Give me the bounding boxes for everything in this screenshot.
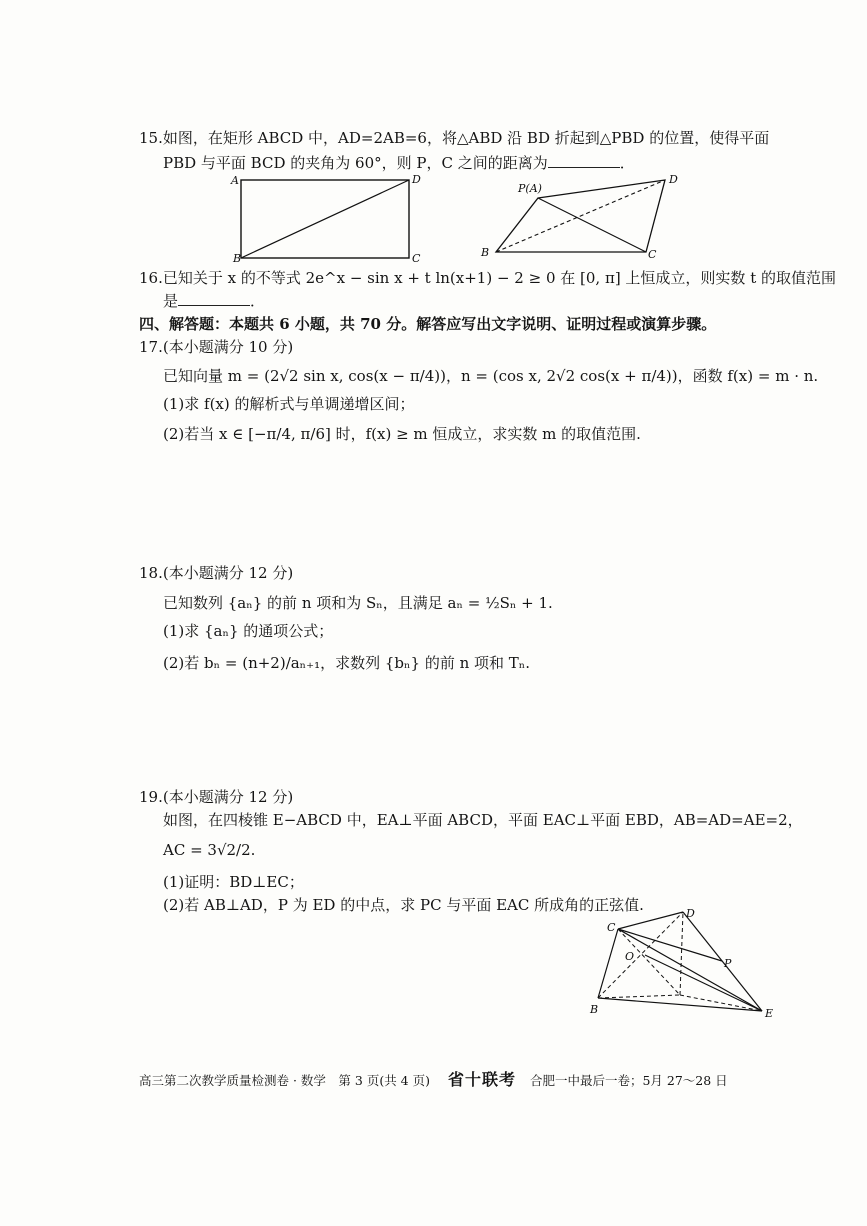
q19-part2: (2)若 AB⊥AD，P 为 ED 的中点，求 PC 与平面 EAC 所成角的正弦值. xyxy=(163,896,644,914)
edge-be xyxy=(598,998,762,1011)
label-c: C xyxy=(412,252,421,264)
q17-part2: (2)若当 x ∈ [−π/4, π/6] 时，f(x) ≥ m 恒成立，求实数 m 的取值范围. xyxy=(163,425,641,443)
q16-text-line1: 已知关于 x 的不等式 2e^x − sin x + t ln(x+1) − 2 ≥ 0 在 [0, π] 上恒成立，则实数 t 的取值范围 xyxy=(162,269,837,287)
segment-pc xyxy=(538,198,646,252)
segment-ab-dashed xyxy=(598,995,680,998)
segment-ad-dashed xyxy=(680,912,683,995)
label-d3: D xyxy=(686,907,695,920)
label-b3: B xyxy=(590,1003,599,1016)
q17-part1: (1)求 f(x) 的解析式与单调递增区间； xyxy=(163,395,415,413)
q17-header: 17.(本小题满分 10 分) xyxy=(139,338,294,356)
q19-pyramid-figure xyxy=(585,905,780,1023)
label-o: O xyxy=(625,950,635,963)
label-a: A xyxy=(231,174,239,187)
q15-text-line2: PBD 与平面 BCD 的夹角为 60°，则 P，C 之间的距离为 xyxy=(163,154,548,172)
segment-ae-dashed xyxy=(680,995,762,1011)
section4-title: 四、解答题：本题共 6 小题，共 70 分。解答应写出文字说明、证明过程或演算步骤。 xyxy=(139,315,717,333)
q19-stem1: 如图，在四棱锥 E−ABCD 中，EA⊥平面 ABCD，平面 EAC⊥平面 EBD，AB=AD=AE=2， xyxy=(163,811,803,829)
q15-text-line1: 如图，在矩形 ABCD 中，AD=2AB=6，将△ABD 沿 BD 折起到△PBD 的位置，使得平面 xyxy=(162,129,770,147)
q15-line1 xyxy=(139,128,769,148)
q15-answer-blank[interactable] xyxy=(548,153,620,168)
q16-number: 16. xyxy=(139,269,163,287)
footer-brand: 省十联考 xyxy=(447,1070,516,1089)
footer-right: 合肥一中最后一卷；5月 27～28 日 xyxy=(529,1073,728,1088)
q18-header: 18.(本小题满分 12 分) xyxy=(139,564,294,582)
q16-line2: 是 ． xyxy=(163,292,266,310)
q15-folded-figure xyxy=(478,170,693,264)
label-d2: D xyxy=(669,173,678,186)
edge-de xyxy=(683,912,762,1011)
q16-line1 xyxy=(139,268,836,288)
q16-answer-blank[interactable] xyxy=(178,291,250,306)
footer xyxy=(139,1071,728,1090)
edge-cd xyxy=(618,912,683,929)
label-c3: C xyxy=(607,921,616,934)
q18-part2: (2)若 bₙ = (n+2)/aₙ₊₁，求数列 {bₙ} 的前 n 项和 Tₙ. xyxy=(163,654,531,672)
footer-left: 高三第二次教学质量检测卷 · 数学 第 3 页(共 4 页) xyxy=(139,1073,430,1088)
edge-ce xyxy=(618,929,762,1011)
diagonal-bd xyxy=(241,180,409,258)
q17-stem: 已知向量 m = (2√2 sin x, cos(x − π/4))，n = (cos x, 2√2 cos(x + π/4))，函数 f(x) = m · n. xyxy=(163,367,819,385)
label-p3: P xyxy=(724,957,732,970)
q19-stem2: AC = 3√2/2. xyxy=(163,841,256,859)
label-e: E xyxy=(765,1007,774,1020)
q15-number: 15. xyxy=(139,129,163,147)
q15-line2: PBD 与平面 BCD 的夹角为 60°，则 P，C 之间的距离为 ． xyxy=(163,154,635,172)
label-b: B xyxy=(233,252,242,264)
q18-stem: 已知数列 {aₙ} 的前 n 项和为 Sₙ，且满足 aₙ = ½Sₙ + 1. xyxy=(163,594,553,612)
label-b2: B xyxy=(481,246,490,259)
q19-part1: (1)证明：BD⊥EC； xyxy=(163,873,304,891)
label-d: D xyxy=(412,173,421,186)
q18-part1: (1)求 {aₙ} 的通项公式； xyxy=(163,622,334,640)
q15-rectangle-figure xyxy=(228,172,428,264)
label-c2: C xyxy=(648,248,657,261)
label-p: P(A) xyxy=(518,182,542,195)
q19-header: 19.(本小题满分 12 分) xyxy=(139,788,294,806)
